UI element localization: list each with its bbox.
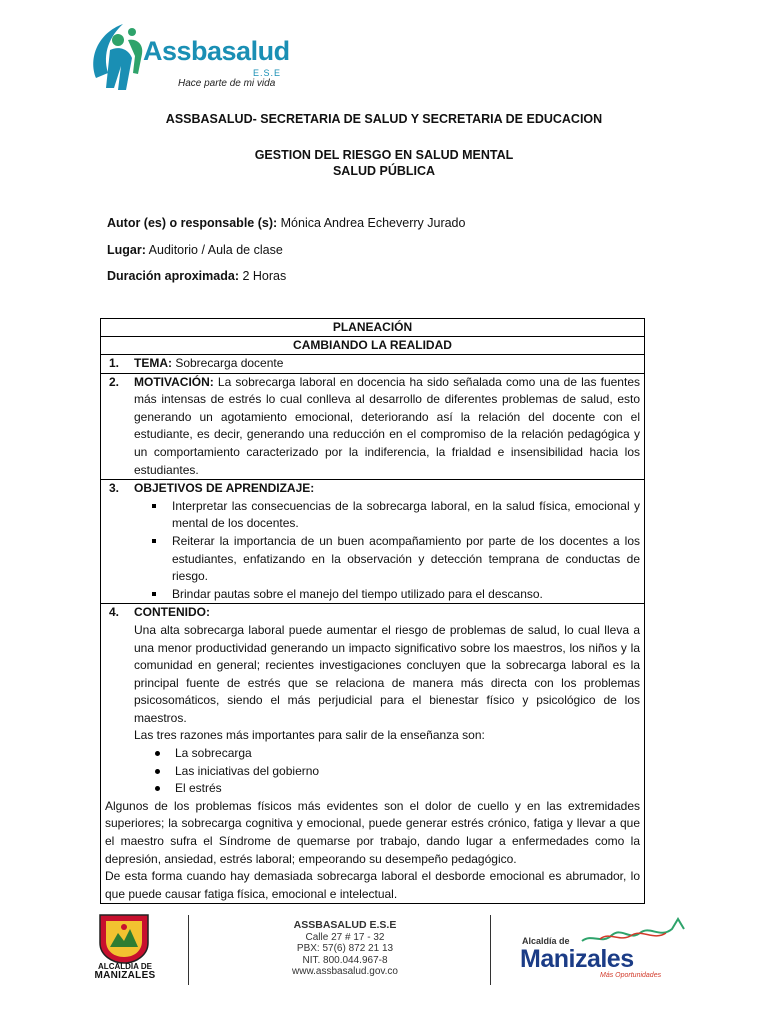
motivacion-block [109, 374, 640, 480]
manizales-name: Manizales [520, 945, 634, 973]
motivacion-text: La sobrecarga laboral en docencia ha sido señalada como una de las fuentes más intensas de estrés lo cual conlleva al desarrollo de diferentes problemas de salud, esto generando un agotamiento emocional, deteriorando así la relación del docente con el estudiante, es decir, generando una reducción en el compromiso de la relación pedagógica y un comportamiento caracterizado por la indiferencia, la frialdad e insensibilidad hacia los estudiantes. [134, 374, 640, 477]
contenido-title [101, 604, 644, 622]
footer-divider [490, 915, 491, 985]
list-item: Las iniciativas del gobierno [151, 763, 644, 781]
duration-line [107, 269, 286, 283]
logo-suffix: E.S.E [253, 68, 282, 78]
tema-label: TEMA: [134, 356, 172, 370]
address-title: ASSBASALUD E.S.E [293, 919, 397, 931]
author-line [107, 216, 465, 230]
alcaldia-crest-label [82, 962, 168, 980]
contenido-paragraph-2: Las tres razones más importantes para salir de la enseñanza son: [134, 728, 485, 743]
motivacion-label: MOTIVACIÓN: [134, 374, 214, 389]
planning-table [100, 318, 645, 904]
footer-divider [188, 915, 189, 985]
list-item: Reiterar la importancia de un buen acompañamiento por parte de los docentes a los estudiantes, enfatizando en la observación y detección temprana de conductas de riesgo. [148, 533, 640, 586]
row-number: 1. [109, 356, 120, 370]
author-value: Mónica Andrea Echeverry Jurado [277, 216, 466, 230]
place-label: Lugar: [107, 243, 146, 257]
contenido-paragraph-4: De esta forma cuando hay demasiada sobrecarga laboral el desborde emocional es abrumador, lo que puede causar fatiga física, emocional e intelectual. [105, 869, 640, 901]
list-item: La sobrecarga [151, 745, 644, 763]
place-line [107, 243, 283, 257]
tema-value: Sobrecarga docente [172, 356, 284, 370]
address-phone: PBX: 57(6) 872 21 13 [296, 943, 394, 954]
objetivos-title [101, 480, 644, 498]
manizales-logo [520, 915, 690, 985]
table-header-planeacion: PLANEACIÓN [332, 320, 413, 334]
author-label: Autor (es) o responsable (s): [107, 216, 278, 230]
crest-line-2: MANIZALES [94, 970, 156, 981]
list-item: Brindar pautas sobre el manejo del tiempo utilizado para el descanso. [148, 586, 640, 604]
manizales-slogan: Más Oportunidades [600, 972, 662, 979]
logo-name: Assbasalud [143, 36, 290, 66]
duration-label: Duración aproximada: [107, 269, 239, 283]
assbasalud-figure-icon [88, 18, 150, 96]
row-number: 3. [109, 481, 120, 496]
row-contenido [101, 603, 644, 903]
duration-value: 2 Horas [238, 269, 287, 283]
objetivos-label: OBJETIVOS DE APRENDIZAJE: [134, 481, 315, 496]
logo-tagline: Hace parte de mi vida [178, 78, 276, 89]
place-value: Auditorio / Aula de clase [145, 243, 283, 257]
footer-address [255, 920, 435, 978]
row-number: 2. [109, 374, 120, 389]
table-header-realidad: CAMBIANDO LA REALIDAD [101, 336, 644, 354]
row-tema [101, 354, 644, 373]
objetivos-list [101, 498, 644, 604]
contenido-paragraph-1: Una alta sobrecarga laboral puede aumentar el riesgo de problemas de salud, lo cual lleva a una menor productividad generando un impacto significativo sobre los maestros, los niños y la comunidad en general; recientes investigaciones concluyen que la sobrecarga laboral es la principal fuente de estrés que se relaciona de manera más directa con los problemas psicosomáticos, siendo el más perjudicial para el bienestar físico y psicológico de los maestros. [134, 622, 640, 725]
list-item: El estrés [151, 780, 644, 798]
row-objetivos [101, 479, 644, 603]
list-item: Interpretar las consecuencias de la sobrecarga laboral, en la salud física, emocional y mental de los docentes. [148, 498, 640, 533]
reasons-list [101, 745, 644, 798]
alcaldia-crest-icon [96, 913, 152, 965]
manizales-skyline-icon [580, 915, 690, 945]
assbasalud-logo [88, 18, 288, 98]
contenido-paragraph-3: Algunos de los problemas físicos más evidentes son el dolor de cuello y en las extremidades superiores; la sobrecarga cognitiva y emocional, puede generar estrés crónico, fatiga y llevar a que el maestro sufra el Síndrome de quemarse por trabajo, dando lugar a enfermedades como la depresión, ansiedad, estrés laboral; empeorando su desempeño pedagógico. [105, 798, 640, 866]
org-heading: ASSBASALUD- SECRETARIA DE SALUD Y SECRETARIA DE EDUCACION [165, 112, 603, 126]
row-motivacion [101, 373, 644, 480]
document-subtitle: SALUD PÚBLICA [332, 164, 436, 178]
manizales-alcaldia-text: Alcaldía de [522, 936, 570, 946]
address-web: www.assbasalud.gov.co [292, 966, 398, 977]
crest-line-1: ALCALDÍA DE [98, 962, 152, 971]
contenido-label: CONTENIDO: [134, 605, 210, 620]
row-number: 4. [109, 605, 120, 620]
document-title: GESTION DEL RIESGO EN SALUD MENTAL [254, 148, 514, 162]
address-street: Calle 27 # 17 - 32 [305, 931, 385, 943]
address-nit: NIT. 800.044.967-8 [302, 954, 388, 966]
